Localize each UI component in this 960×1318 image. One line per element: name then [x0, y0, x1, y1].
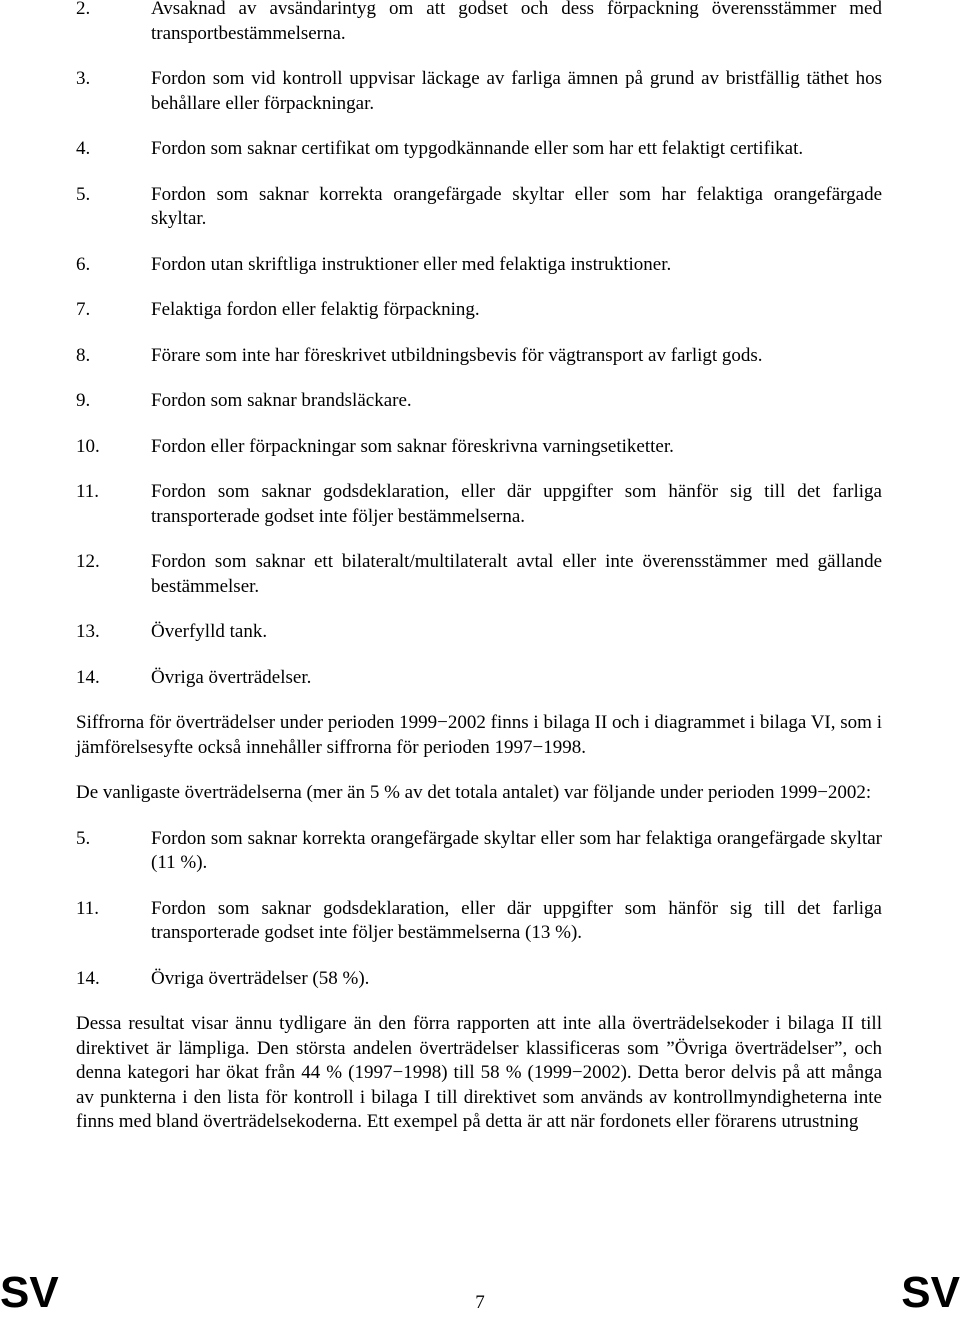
list-item-number: 6. — [76, 253, 91, 275]
list-item-text: Felaktiga fordon eller felaktig förpackning. — [151, 299, 480, 320]
list-item-text: Fordon som saknar godsdeklaration, eller där uppgifter som hänför sig till det farliga transporterade godset inte följer bestämmelserna. — [151, 481, 882, 527]
list-item-text: Fordon som vid kontroll uppvisar läckage av farliga ämnen på grund av bristfällig täthet hos behållare eller förpackningar. — [151, 68, 882, 114]
list-item-text: Fordon eller förpackningar som saknar föreskrivna varningsetiketter. — [151, 435, 674, 457]
list-item-number: 8. — [76, 344, 91, 366]
common-violation-list — [76, 827, 882, 992]
list-item-text: Fordon som saknar brandsläckare. — [151, 390, 412, 411]
list-item — [76, 183, 882, 232]
list-item — [76, 253, 882, 278]
body-paragraph: De vanligaste överträdelserna (mer än 5 % av det totala antalet) var följande under perioden 1999−2002: — [76, 782, 872, 803]
list-item — [76, 137, 882, 162]
list-item-text: Fordon utan skriftliga instruktioner eller med felaktiga instruktioner. — [151, 253, 672, 275]
list-item-text: Övriga överträdelser. — [151, 666, 312, 688]
list-item-number: 5. — [76, 183, 91, 205]
language-code-left: SV — [0, 1268, 59, 1317]
list-item-text: Fordon som saknar godsdeklaration, eller där uppgifter som hänför sig till det farliga transporterade godset inte följer bestämmelserna (13 %). — [151, 897, 882, 943]
list-item — [76, 298, 882, 323]
list-item — [76, 967, 882, 992]
violation-list — [76, 0, 882, 690]
language-code-right: SV — [901, 1268, 960, 1317]
list-item — [76, 389, 882, 414]
list-item — [76, 67, 882, 116]
list-item-number: 10. — [76, 435, 100, 457]
list-item-text: Övriga överträdelser (58 %). — [151, 967, 370, 989]
list-item — [76, 827, 882, 876]
body-paragraph: Siffrorna för överträdelser under perioden 1999−2002 finns i bilaga II och i diagrammet i bilaga VI, som i jämförelsesyfte också innehåller siffrorna för perioden 1997−1998. — [76, 712, 882, 758]
page-content — [76, 0, 882, 1156]
list-item-text: Överfylld tank. — [151, 621, 268, 642]
list-item — [76, 550, 882, 599]
list-item-text: Förare som inte har föreskrivet utbildningsbevis för vägtransport av farligt gods. — [151, 344, 763, 366]
list-item-text: Fordon som saknar korrekta orangefärgade skyltar eller som har felaktiga orangefärgade skyltar. — [151, 183, 882, 229]
list-item-text: Fordon som saknar ett bilateralt/multilateralt avtal eller inte överensstämmer med gällande bestämmelser. — [151, 551, 882, 597]
list-item-number: 13. — [76, 621, 100, 642]
list-item-number: 14. — [76, 967, 100, 989]
list-item — [76, 480, 882, 529]
list-item-number: 11. — [76, 481, 100, 502]
list-item-number: 7. — [76, 299, 91, 320]
list-item-text: Avsaknad av avsändarintyg om att godset och dess förpackning överensstämmer med transportbestämmelserna. — [151, 0, 882, 44]
list-item-text: Fordon som saknar certifikat om typgodkännande eller som har ett felaktigt certifikat. — [151, 138, 804, 159]
list-item-number: 4. — [76, 138, 91, 159]
page-number: 7 — [475, 1292, 485, 1313]
body-paragraph: Dessa resultat visar ännu tydligare än den förra rapporten att inte alla överträdelsekoder i bilaga II till direktivet är lämpliga. Den största andelen överträdelser klassificeras som ”Övriga överträdelser”, och denna kategori har ökat från 44 % (1997−1998) till 58 % (1999−2002). Detta beror delvis på att många av punkterna i den lista för kontroll i bilaga I till direktivet som används av kontrollmyndigheterna inte finns med bland överträdelsekoderna. Ett exempel på detta är att när fordonets eller förarens utrustning — [76, 1013, 882, 1132]
list-item — [76, 897, 882, 946]
list-item — [76, 620, 882, 645]
list-item — [76, 0, 882, 46]
list-item — [76, 666, 882, 691]
list-item — [76, 435, 882, 460]
list-item-number: 5. — [76, 827, 91, 849]
list-item-number: 12. — [76, 551, 100, 572]
list-item-number: 9. — [76, 390, 91, 411]
list-item-text: Fordon som saknar korrekta orangefärgade skyltar eller som har felaktiga orangefärgade skyltar (11 %). — [151, 827, 882, 873]
list-item-number: 2. — [76, 0, 91, 19]
list-item — [76, 344, 882, 369]
list-item-number: 3. — [76, 68, 91, 89]
list-item-number: 11. — [76, 897, 100, 919]
list-item-number: 14. — [76, 666, 100, 688]
